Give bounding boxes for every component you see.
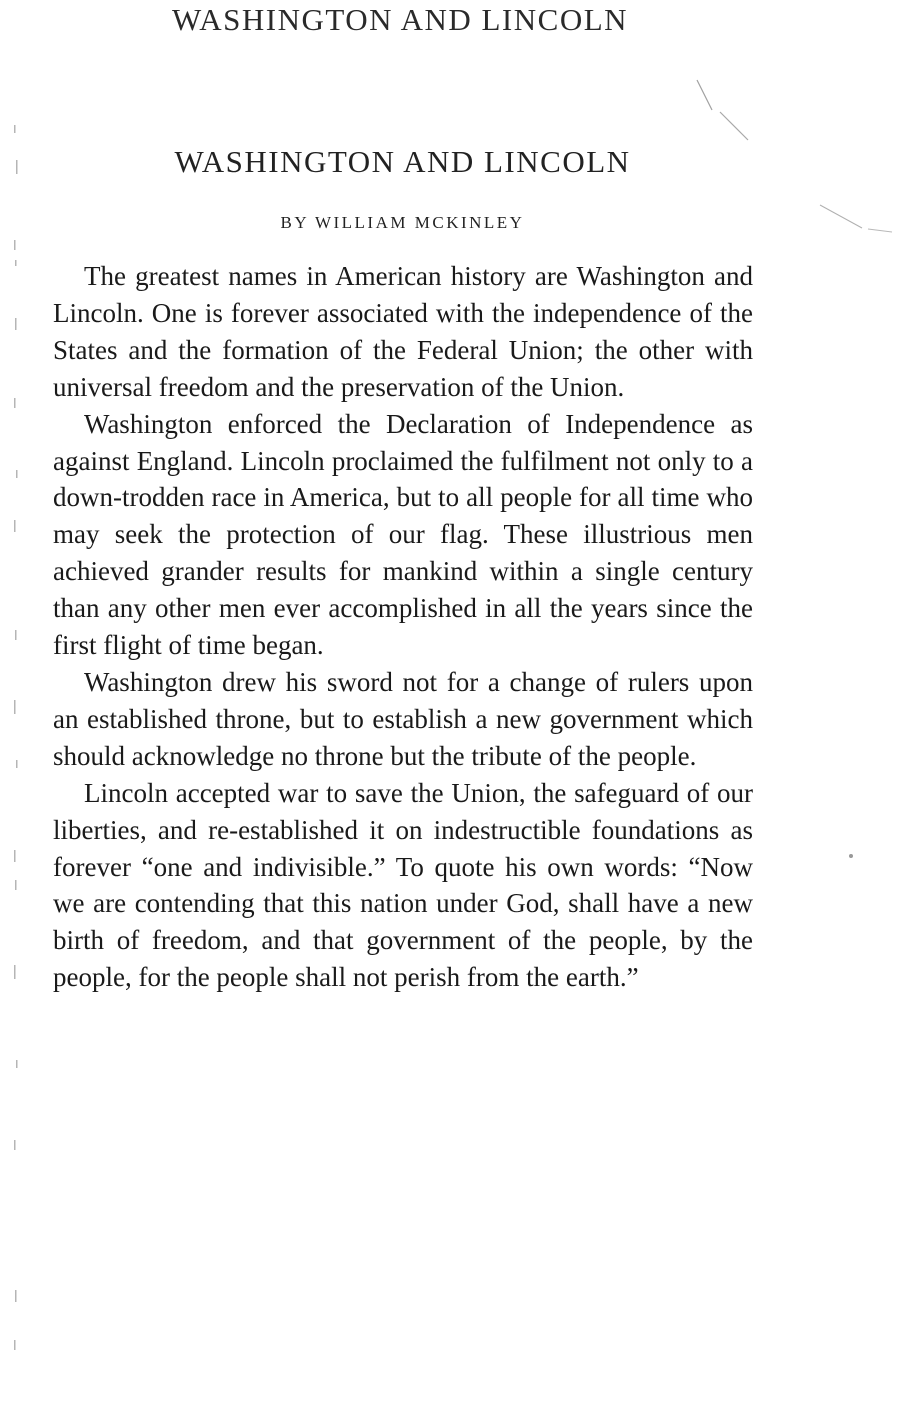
paragraph: The greatest names in American history are Washington and Lincoln. One is forever associated with the independence of the States and the formation of the Federal Union; the other with universal freedom and the preservation of the Union. — [53, 261, 753, 402]
article-body — [53, 258, 753, 996]
running-head: WASHINGTON AND LINCOLN — [171, 2, 629, 37]
scan-stroke-3 — [820, 205, 862, 228]
scan-stroke-2 — [720, 112, 748, 140]
article-byline: BY WILLIAM MCKINLEY — [280, 213, 525, 232]
scan-stroke-1 — [697, 80, 712, 110]
paragraph: Lincoln accepted war to save the Union, the safeguard of our liberties, and re-established it on indestructible foundations as forever “one and indivisible.” To quote his own words: “Now we are contending that this nation under God, shall have a new birth of freedom, and that government of the people, by the people, for the people shall not perish from the earth.” — [53, 777, 753, 993]
article-title: WASHINGTON AND LINCOLN — [174, 144, 631, 179]
left-edge-specks — [14, 125, 18, 1350]
paragraph: Washington enforced the Declaration of Independence as against England. Lincoln proclaimed the fulfilment not only to a down-trodden race in America, but to all people for all time who may seek the protection of our flag. These illustrious men achieved grander results for mankind within a single century than any other men ever accomplished in all the years since the first flight of time began. — [53, 408, 753, 661]
scan-stroke-4 — [868, 229, 892, 232]
paragraph: Washington drew his sword not for a change of rulers upon an established throne, but to establish a new government which should acknowledge no throne but the tribute of the people. — [53, 666, 753, 771]
scan-dot — [849, 854, 853, 858]
